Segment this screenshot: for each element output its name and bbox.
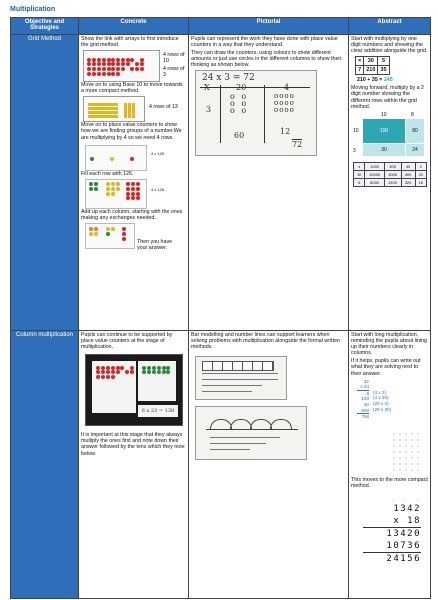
long-mult-numbers: 32 x 24 8 120 40 600 768 [357, 379, 369, 420]
compact-line-2: x 18 [363, 515, 421, 528]
compact-line-5: 24156 [386, 553, 421, 564]
header-pictorial: Pictorial [189, 18, 349, 35]
big-grid-cell: 320 [401, 178, 415, 186]
column-abstract-text-1: Start with long multiplication, reminding the pupils about lining up their numbers clearly in columns. [351, 332, 427, 357]
big-grid-cell: 2 [415, 162, 426, 170]
column-pictorial-cell [189, 331, 349, 599]
sketch-sum-12: 12 [280, 127, 291, 137]
base10-label: 4 rows of 13 [149, 104, 178, 111]
array-grid [83, 50, 160, 82]
array-label-rows-of-10: 4 rows of 10 [163, 52, 185, 65]
big-grid-cell: 10000 [365, 170, 384, 178]
sketch-col-4: 4 [284, 83, 290, 93]
big-grid-cell: 1000 [365, 162, 384, 170]
long-mult-notes: (4 x 2) (4 x 30) (20 x 2) (20 x 30) [373, 389, 392, 412]
base10-figure [81, 96, 186, 122]
grid-pictorial-text-1: Pupils can represent the work they have done with place value counters in a way that they understand. [191, 36, 338, 49]
teal-cell-80: 80 [406, 119, 424, 143]
photo-note: 6 x 23 = 138 [138, 405, 178, 417]
grid-concrete-text-2: Move on to using Base 10 to move towards a more compact method. [81, 82, 183, 95]
sum-line: 210 + 35 = 245 [357, 77, 393, 84]
grid-concrete-text-3: Move on to place value counters to show how we are finding groups of a number.We are multiplying by 4 so we need 4 rows. [81, 122, 182, 141]
grid-abstract-text-1: Start with multiplying by one digit numbers and showing the clear addition alongside the grid. [351, 36, 428, 55]
teal-grid-row-10: 10 [353, 127, 359, 134]
grid-concrete-text-4: Fill each row with 126. [81, 170, 134, 177]
sketch-col-x: X [204, 83, 210, 93]
big-grid-cell: 400 [401, 170, 415, 178]
column-pictorial-text-1: Bar modelling and number lines can support learners when solving problems with multiplication alongside the formal written methods. [191, 332, 340, 351]
column-abstract-text-2: If it helps, pupils can write out what they are solving next to their answer. [351, 358, 421, 377]
column-abstract-text-3: This moves to the more compact method. [351, 476, 428, 489]
strategy-column-multiplication: Column multiplication [11, 331, 79, 599]
compact-line-4: 10736 [363, 540, 421, 553]
teal-cell-100: 100 [363, 119, 405, 143]
teal-cell-30: 30 [363, 144, 405, 156]
number-line-photo [195, 406, 307, 460]
teal-cell-24: 24 [406, 144, 424, 156]
sketch-equation: 24 x 3 = 72 [202, 73, 255, 84]
big-grid-cell: 2400 [384, 178, 401, 186]
small-grid-cell: 7 [356, 66, 364, 75]
compact-line-3: 13420 [386, 528, 421, 539]
sketch-circles-tens: o o o o o o [230, 92, 249, 116]
pictorial-sketch-photo [195, 70, 317, 156]
small-grid [355, 56, 390, 75]
grid-pictorial-text-2: They can draw the counters, using colours to show different amounts or just use circles in the different columns to show their thinking as shown below. [191, 50, 342, 69]
header-strategy: Objective and Strategies [11, 18, 79, 35]
grid-abstract-text-2: Moving forward, multiply by a 2 digit number showing the different rows within the grid method. [351, 85, 425, 110]
big-grid-cell: 16 [415, 178, 426, 186]
bar-model-photo [195, 356, 287, 400]
column-concrete-text-1: Pupils can continue to be supported by place value counters at the stage of multiplication. [81, 332, 173, 351]
sketch-row-3: 3 [206, 105, 212, 115]
teal-grid [351, 112, 428, 158]
counters-full-figure [81, 179, 186, 209]
sketch-col-20: 20 [236, 83, 247, 93]
grid-abstract-cell [349, 35, 431, 331]
page-title: Multiplication [10, 6, 56, 13]
header-abstract: Abstract [349, 18, 431, 35]
array-label-rows-of-3: 4 rows of 3 [163, 66, 185, 79]
counters-board-photo [85, 354, 183, 426]
big-grid-cell: 3000 [384, 170, 401, 178]
teal-grid-col-8: 8 [411, 111, 414, 118]
big-grid-cell: 10 [354, 170, 365, 178]
small-grid-cell: × [356, 57, 364, 66]
grid-concrete-cell [79, 35, 189, 331]
compact-line-1: 1342 [393, 503, 421, 514]
big-grid-cell: x [354, 162, 365, 170]
sketch-circles-ones: oooo oooo oooo [274, 92, 295, 115]
big-grid-cell: 8 [354, 178, 365, 186]
teal-grid-col-10: 10 [381, 111, 387, 118]
column-concrete-text-2: It is important at this stage that they always multiply the ones first and note down their answer followed by the tens which they note below. [81, 432, 185, 457]
grid-concrete-text-5: Add up each column, starting with the ones making any exchanges needed. [81, 208, 183, 221]
grid-concrete-text-1: Show the link with arrays to first introduce the grid method. [81, 36, 179, 49]
column-abstract-cell [349, 331, 431, 599]
compact-method [351, 497, 428, 577]
multiplication-table [10, 17, 431, 599]
big-grid-cell: 8000 [365, 178, 384, 186]
long-multiplication [351, 379, 428, 427]
small-grid-cell: 5 [378, 57, 389, 66]
big-grid [353, 162, 427, 187]
compact-carry-dots: . . . [390, 496, 423, 502]
counters-empty-figure [81, 143, 186, 171]
grid-pictorial-cell [189, 35, 349, 331]
sum-answer: 245 [383, 77, 393, 84]
counters-caption-1: 4 x 126 [151, 150, 165, 156]
strategy-grid-method: Grid Method [11, 35, 79, 331]
counters-answer-figure [81, 223, 186, 252]
big-grid-cell: 300 [384, 162, 401, 170]
counters-caption-2: 4 x 126 [151, 186, 165, 192]
header-concrete: Concrete [79, 18, 189, 35]
small-grid-cell: 35 [378, 66, 389, 75]
small-grid-cell: 210 [364, 66, 378, 75]
array-figure [81, 50, 186, 82]
small-grid-cell: 30 [364, 57, 378, 66]
sketch-sum-72: 72 [292, 140, 303, 150]
teal-grid-row-3: 3 [353, 147, 356, 154]
big-grid-cell: 20 [415, 170, 426, 178]
sketch-sum-60: 60 [234, 131, 245, 141]
column-concrete-cell [79, 331, 189, 599]
big-grid-cell: 40 [401, 162, 415, 170]
dotted-columns [351, 427, 428, 477]
grid-concrete-text-6: Then you have your answer. [137, 238, 173, 252]
